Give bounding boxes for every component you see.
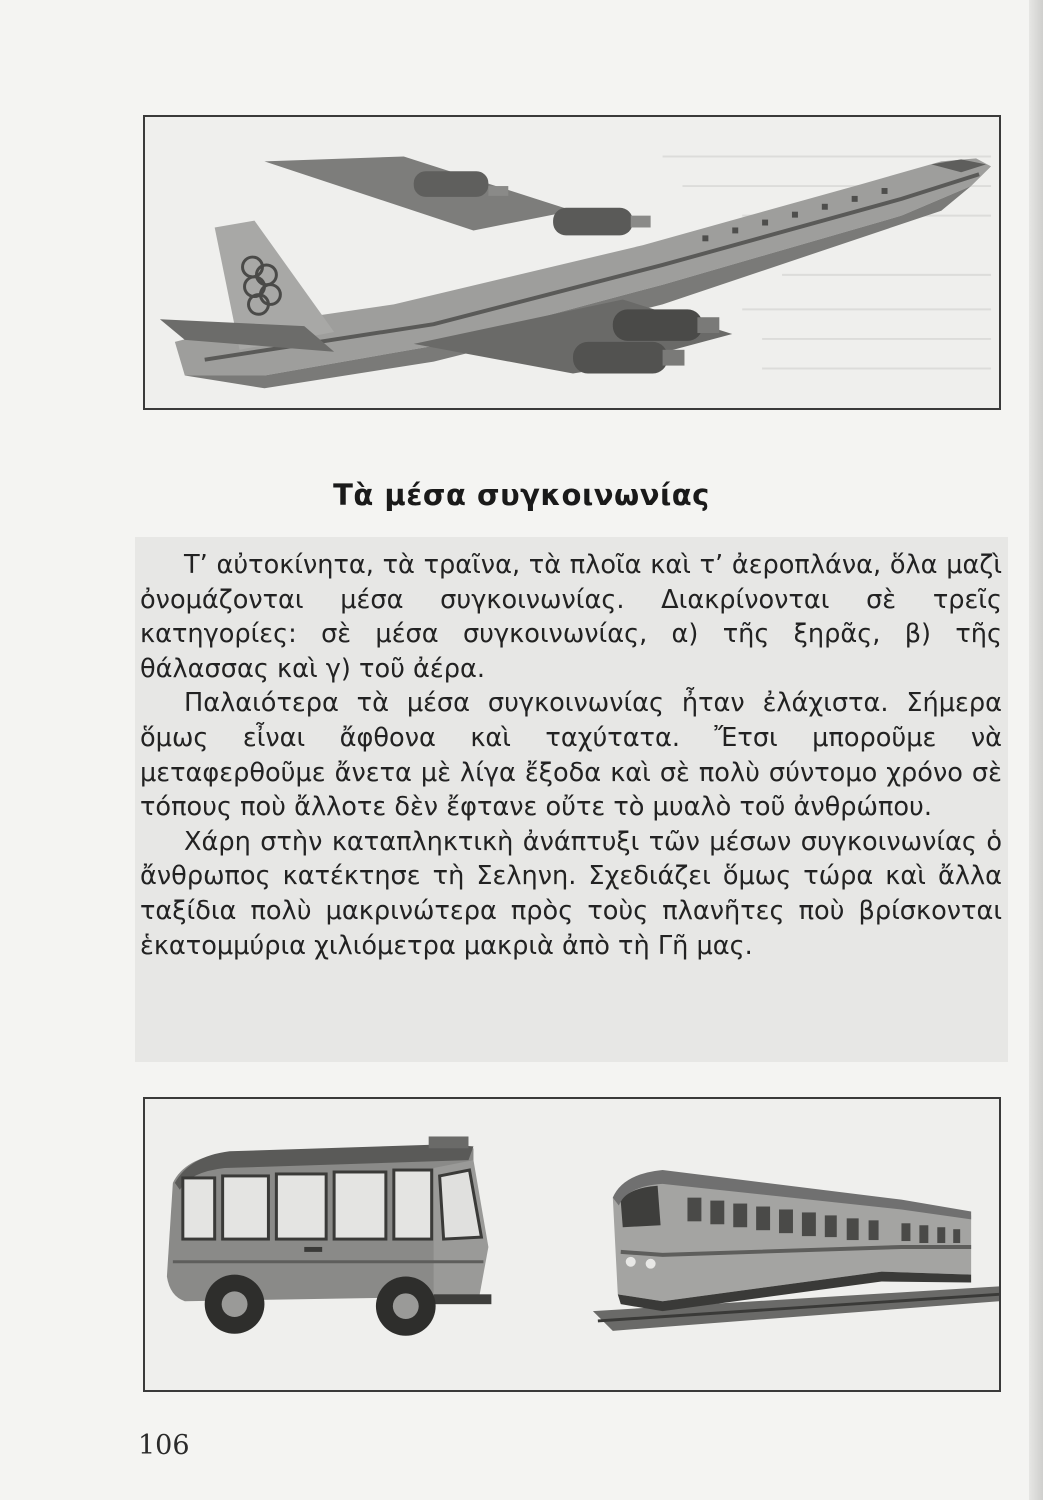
minibus-train-illustration [143, 1097, 1001, 1392]
paragraph-3: Χάρη στὴν καταπληκτικὴ ἀνάπτυξι τῶν μέσων συγκοινωνίας ὁ ἄνθρωπος κατέκτησε τὴ Σεληνη. Σχεδιάζει ὅμως τώρα καὶ ἄλλα ταξίδια πολὺ μακρινώτερα πρὸς τοὺς πλανῆτες ποὺ βρίσκονται ἑκατομμύρια χιλιόμετρα μακριὰ ἀπὸ τὴ Γῆ μας. [140, 826, 1002, 961]
page-edge [1029, 0, 1043, 1500]
airplane-icon [145, 117, 999, 408]
page-number: 106 [138, 1430, 190, 1461]
paragraph-2: Παλαιότερα τὰ μέσα συγκοινωνίας ἦταν ἐλάχιστα. Σήμερα ὅμως εἶναι ἄφθονα καὶ ταχύτατα. Ἔτσι μποροῦμε νὰ μεταφερθοῦμε ἄνετα μὲ λίγα ἔξοδα καὶ σὲ πολὺ σύντομο χρόνο σὲ τόπους ποὺ ἄλλοτε δὲν ἔφτανε οὔτε τὸ μυαλὸ τοῦ ἀνθρώπου. [140, 688, 1002, 823]
body-text [140, 548, 1002, 963]
vehicles-icon [145, 1099, 999, 1390]
paragraph-1: Τ’ αὐτοκίνητα, τὰ τραῖνα, τὰ πλοῖα καὶ τ’ ἀεροπλάνα, ὅλα μαζὶ ὀνομάζονται μέσα συγκοινωνίας. Διακρίνονται σὲ τρεῖς κατηγορίες: σὲ μέσα συγκοινωνίας, α) τῆς ξηρᾶς, β) τῆς θάλασσας καὶ γ) τοῦ ἀέρα. [140, 550, 1002, 684]
page-title: Τὰ μέσα συγκοινωνίας [333, 478, 710, 512]
airplane-illustration [143, 115, 1001, 410]
